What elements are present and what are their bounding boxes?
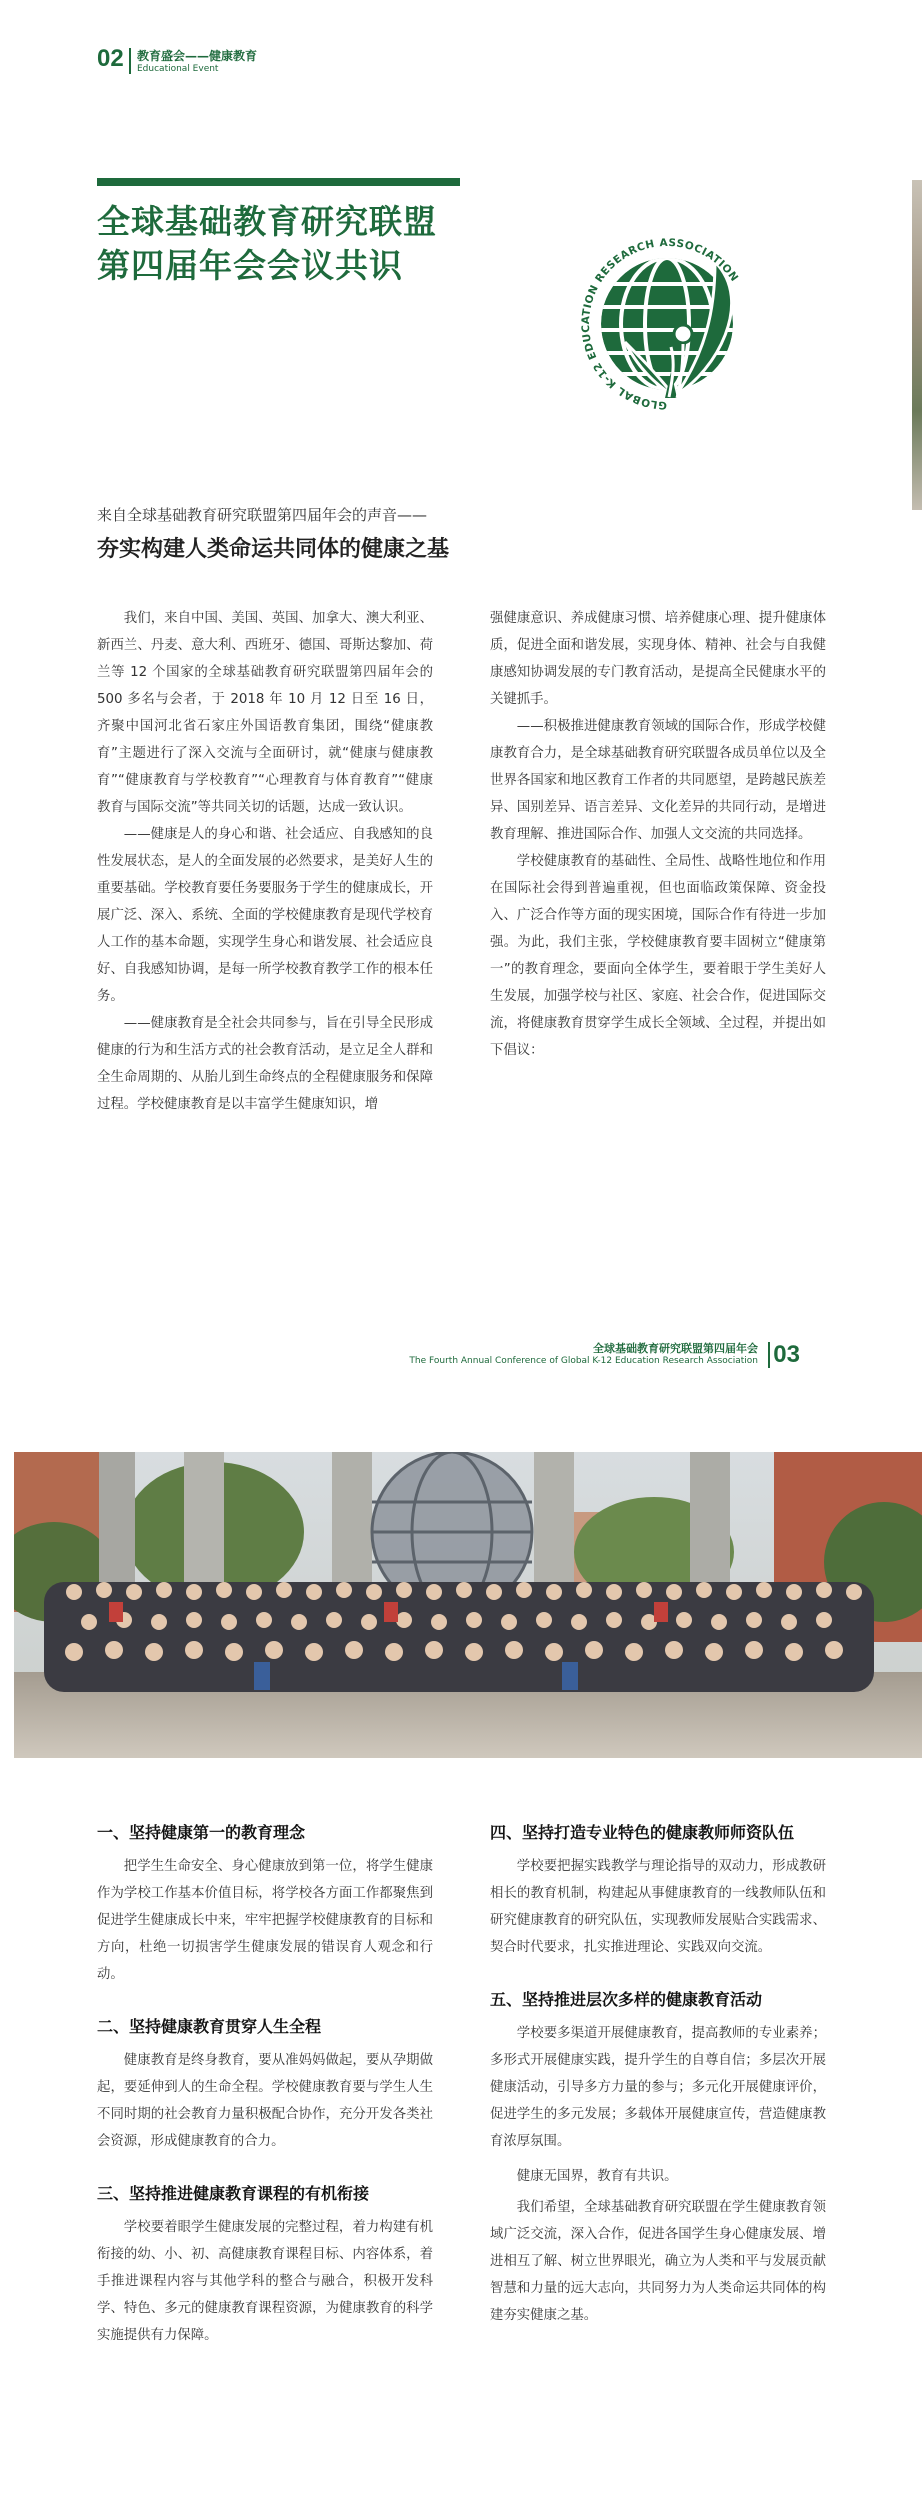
closing-line: 健康无国界，教育有共识。: [516, 2169, 678, 2184]
logo-ring-text: GLOBAL K-12 EDUCATION RESEARCH ASSOCIATION: [579, 236, 741, 412]
intro-paragraph: 强健康意识、养成健康习惯、培养健康心理、提升健康体质，促进全面和谐发展，实现身体、精神、社会与自我健康感知协调发展的专门教育活动，是提高全民健康水平的关键抓手。: [490, 611, 826, 707]
section-heading: 四、坚持打造专业特色的健康教师师资队伍: [490, 1823, 795, 1842]
subtitle-lead: 来自全球基础教育研究联盟第四届年会的声音——: [97, 506, 428, 524]
section: [97, 2014, 433, 2155]
group-photo: [14, 1452, 922, 1758]
page-number: 02: [97, 45, 124, 72]
header-section-cn: 教育盛会——健康教育: [137, 49, 258, 63]
intro-paragraph: 我们，来自中国、美国、英国、加拿大、澳大利亚、新西兰、丹麦、意大利、西班牙、德国、哥斯达黎加、荷兰等 12 个国家的全球基础教育研究联盟第四届年会的 500 多名与会者，于 2018 年 10 月 12 日至 16 日，齐聚中国河北省石家庄外国语教育集团，围绕“健康教育”主题进行了深入交流与全面研讨，就“健康与健康教育”“健康教育与学校教育”“心理教育与体育教育”“健康教育与国际交流”等共同关切的话题，达成一致认识。: [97, 611, 433, 815]
section-heading: 三、坚持推进健康教育课程的有机衔接: [97, 2184, 370, 2203]
page-header-bottom: [409, 1338, 830, 1378]
section: [97, 2181, 433, 2349]
title-accent-bar: [97, 178, 460, 186]
subtitle-main: 夯实构建人类命运共同体的健康之基: [97, 537, 450, 562]
section-body: 把学生生命安全、身心健康放到第一位，将学生健康作为学校工作基本价值目标，将学校各方面工作都聚焦到促进学生健康成长中来，牢牢把握学校健康教育的目标和方向，杜绝一切损害学生健康发展的错误育人观念和行动。: [97, 1859, 433, 1982]
header-divider: [768, 1342, 770, 1368]
intro-paragraph: 学校健康教育的基础性、全局性、战略性地位和作用在国际社会得到普遍重视，但也面临政策保障、资金投入、广泛合作等方面的现实困境，国际合作有待进一步加强。为此，我们主张，学校健康教育要丰固树立“健康第一”的教育理念，要面向全体学生，要着眼于学生美好人生发展，加强学校与社区、家庭、社会合作，促进国际交流，将健康教育贯穿学生成长全领域、全过程，并提出如下倡议：: [490, 854, 826, 1058]
intro-left-column: [97, 605, 433, 1118]
section-body: 学校要多渠道开展健康教育，提高教师的专业素养；多形式开展健康实践，提升学生的自尊自信；多层次开展健康活动，引导多方力量的参与；多元化开展健康评价，促进学生的多元发展；多载体开展健康宣传，营造健康教育浓厚氛围。: [490, 2026, 826, 2149]
page-title: [97, 200, 517, 288]
section: [97, 1820, 433, 1988]
section: [490, 1820, 826, 1961]
section-body: 学校要着眼学生健康发展的完整过程，着力构建有机衔接的幼、小、初、高健康教育课程目标、内容体系，着手推进课程内容与其他学科的整合与融合，积极开发科学、特色、多元的健康教育课程资源，为健康教育的科学实施提供有力保障。: [97, 2220, 433, 2343]
intro-paragraph: ——健康是人的身心和谐、社会适应、自我感知的良性发展状态，是人的全面发展的必然要求，是美好人生的重要基础。学校教育要任务要服务于学生的健康成长，开展广泛、深入、系统、全面的学校健康教育是现代学校育人工作的基本命题，实现学生身心和谐发展、社会适应良好、自我感知协调，是每一所学校教育教学工作的根本任务。: [97, 827, 433, 1004]
section: [490, 1987, 826, 2155]
section-heading: 一、坚持健康第一的教育理念: [97, 1823, 306, 1842]
title-line-1: 全球基础教育研究联盟: [97, 202, 437, 241]
intro-paragraph: ——积极推进健康教育领域的国际合作，形成学校健康教育合力，是全球基础教育研究联盟各成员单位以及全世界各国家和地区教育工作者的共同愿望，是跨越民族差异、国别差异、语言差异、文化差异的共同行动，是增进教育理解、推进国际合作、加强人文交流的共同选择。: [490, 719, 826, 842]
edge-photo-sliver: [912, 180, 922, 510]
header-section-en: Educational Event: [137, 64, 219, 74]
section-body: 学校要把握实践教学与理论指导的双动力，形成教研相长的教育机制，构建起从事健康教育的一线教师队伍和研究健康教育的研究队伍，实现教师发展贴合实践需求、契合时代要求，扎实推进理论、实践双向交流。: [490, 1859, 826, 1955]
association-logo: [565, 222, 770, 427]
page-number: 03: [773, 1341, 800, 1368]
closing-paragraph: 我们希望，全球基础教育研究联盟在学生健康教育领域广泛交流，深入合作，促进各国学生身心健康发展、增进相互了解、树立世界眼光，确立为人类和平与发展贡献智慧和力量的远大志向，共同努力为人类命运共同体的构建夯实健康之基。: [490, 2200, 826, 2323]
section-body: 健康教育是终身教育，要从准妈妈做起，要从孕期做起，要延伸到人的生命全程。学校健康教育要与学生人生不同时期的社会教育力量积极配合协作，充分开发各类社会资源，形成健康教育的合力。: [97, 2053, 433, 2149]
header-title-en: The Fourth Annual Conference of Global K-12 Education Research Association: [409, 1356, 758, 1366]
intro-right-column: [490, 605, 826, 1064]
header-divider: [129, 48, 131, 74]
section-heading: 五、坚持推进层次多样的健康教育活动: [490, 1990, 763, 2009]
section-heading: 二、坚持健康教育贯穿人生全程: [97, 2017, 322, 2036]
intro-paragraph: ——健康教育是全社会共同参与，旨在引导全民形成健康的行为和生活方式的社会教育活动，是立足全人群和全生命周期的、从胎儿到生命终点的全程健康服务和保障过程。学校健康教育是以丰富学生健康知识，增: [97, 1016, 433, 1112]
page-header-top: [97, 44, 397, 80]
sections-left-column: [97, 1820, 433, 2349]
title-line-2: 第四届年会会议共识: [97, 246, 403, 285]
header-title-cn: 全球基础教育研究联盟第四届年会: [593, 1342, 758, 1355]
sections-right-column: [490, 1820, 826, 2329]
